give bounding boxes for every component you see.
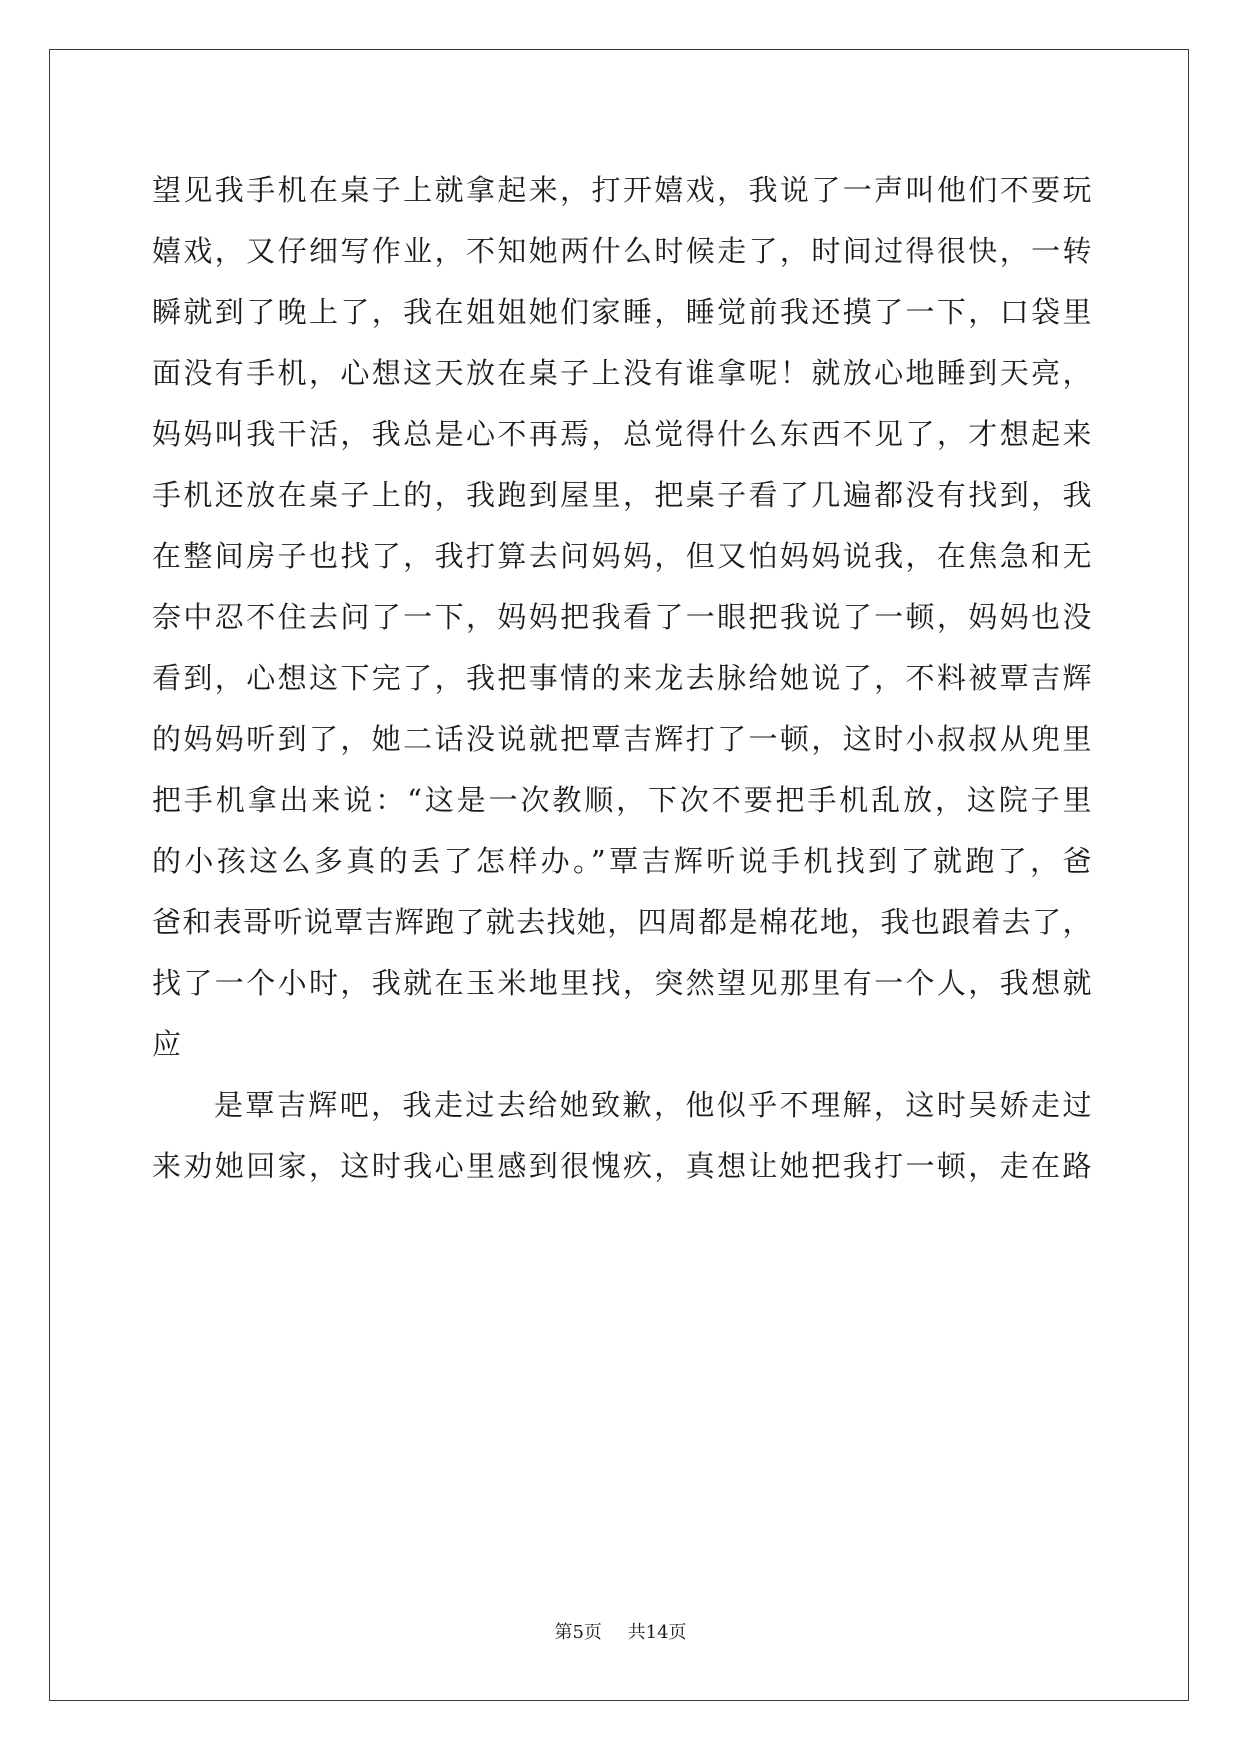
text-line: 瞬就到了晚上了，我在姐姐她们家睡，睡觉前我还摸了一下，口袋里 — [152, 295, 1092, 329]
text-line: 望见我手机在桌子上就拿起来，打开嬉戏，我说了一声叫他们不要玩 — [152, 173, 1092, 207]
page-footer — [0, 1618, 1241, 1644]
document-body — [152, 160, 1092, 1197]
text-line: 妈妈叫我干活，我总是心不再焉，总觉得什么东西不见了，才想起来 — [152, 417, 1092, 451]
page-number: 第5页 — [554, 1622, 602, 1643]
text-line: 看到，心想这下完了，我把事情的来龙去脉给她说了，不料被覃吉辉 — [152, 661, 1092, 695]
text-line: 应 — [152, 1027, 182, 1061]
text-line: 奈中忍不住去问了一下，妈妈把我看了一眼把我说了一顿，妈妈也没 — [152, 600, 1092, 634]
text-line: 把手机拿出来说：“这是一次教顺，下次不要把手机乱放，这院子里 — [152, 783, 1092, 817]
text-line: 来劝她回家，这时我心里感到很愧疚，真想让她把我打一顿，走在路 — [152, 1149, 1092, 1183]
text-line: 爸和表哥听说覃吉辉跑了就去找她，四周都是棉花地，我也跟着去了， — [152, 905, 1092, 939]
text-line: 嬉戏，又仔细写作业，不知她两什么时候走了，时间过得很快，一转 — [152, 234, 1092, 268]
text-line: 在整间房子也找了，我打算去问妈妈，但又怕妈妈说我，在焦急和无 — [152, 539, 1092, 573]
total-pages: 共14页 — [627, 1622, 687, 1643]
paragraph-first-line: 是覃吉辉吧，我走过去给她致歉，他似乎不理解，这时吴娇走过 — [214, 1088, 1092, 1122]
text-line: 面没有手机，心想这天放在桌子上没有谁拿呢！就放心地睡到天亮， — [152, 356, 1092, 390]
text-line: 手机还放在桌子上的，我跑到屋里，把桌子看了几遍都没有找到，我 — [152, 478, 1092, 512]
text-line: 的小孩这么多真的丢了怎样办。”覃吉辉听说手机找到了就跑了，爸 — [152, 844, 1092, 878]
text-line: 找了一个小时，我就在玉米地里找，突然望见那里有一个人，我想就 — [152, 966, 1092, 1000]
text-line: 的妈妈听到了，她二话没说就把覃吉辉打了一顿，这时小叔叔从兜里 — [152, 722, 1092, 756]
